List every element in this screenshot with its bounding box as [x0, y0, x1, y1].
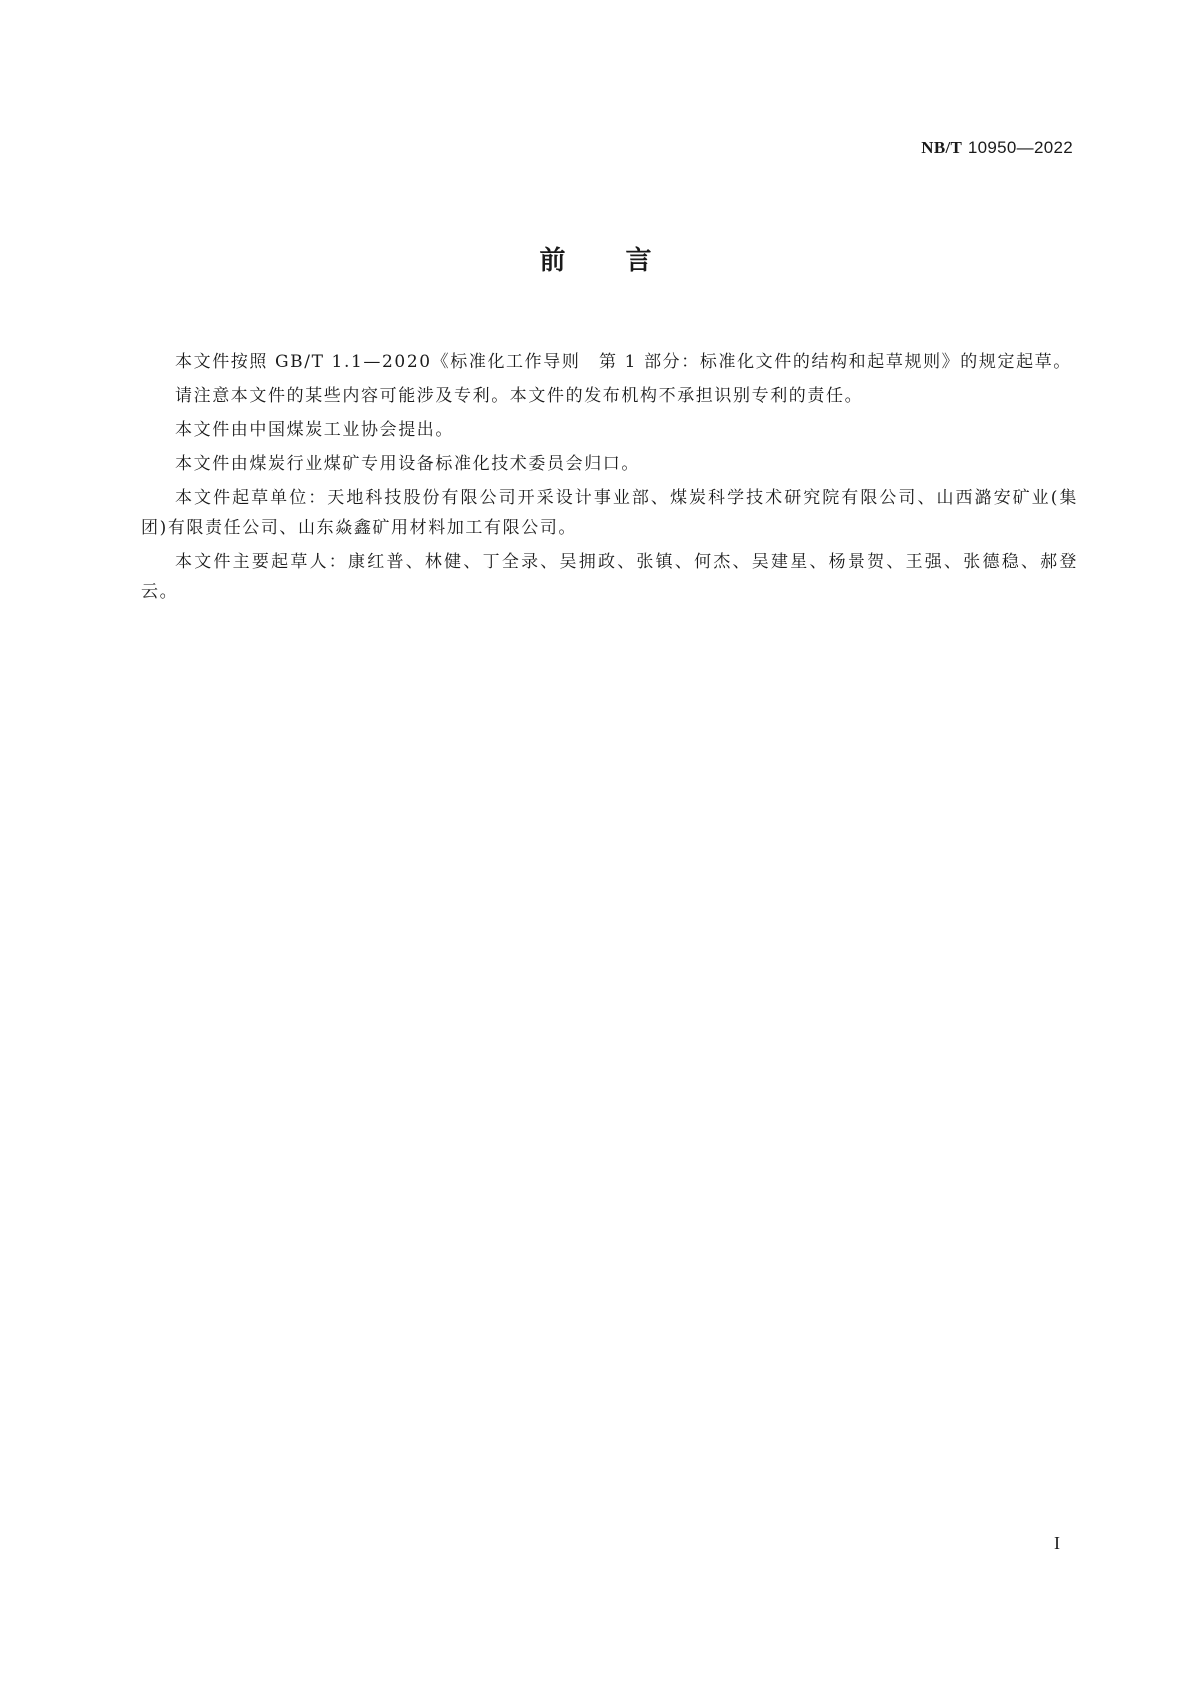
paragraph: 本文件由中国煤炭工业协会提出。 [175, 420, 454, 440]
paragraph: 本文件由煤炭行业煤矿专用设备标准化技术委员会归口。 [175, 454, 640, 474]
page-number: I [1054, 1533, 1060, 1553]
paragraph: 本文件按照 GB/T 1.1—2020《标准化工作导则 第 1 部分：标准化文件的结构和起草规则》的规定起草。 [175, 352, 1072, 372]
standard-code: 10950—2022 [967, 138, 1073, 157]
standard-prefix: NB/T [921, 138, 963, 157]
paragraph: 本文件主要起草人：康红普、林健、丁全录、吴拥政、张镇、何杰、吴建星、杨景贺、王强、张德稳、郝登云。 [141, 552, 1078, 602]
page-title: 前言 [539, 246, 712, 276]
standard-number [921, 138, 1073, 158]
foreword-body [141, 347, 1078, 611]
paragraph: 请注意本文件的某些内容可能涉及专利。本文件的发布机构不承担识别专利的责任。 [175, 386, 864, 406]
paragraph: 本文件起草单位：天地科技股份有限公司开采设计事业部、煤炭科学技术研究院有限公司、山西潞安矿业(集团)有限责任公司、山东焱鑫矿用材料加工有限公司。 [141, 488, 1078, 538]
